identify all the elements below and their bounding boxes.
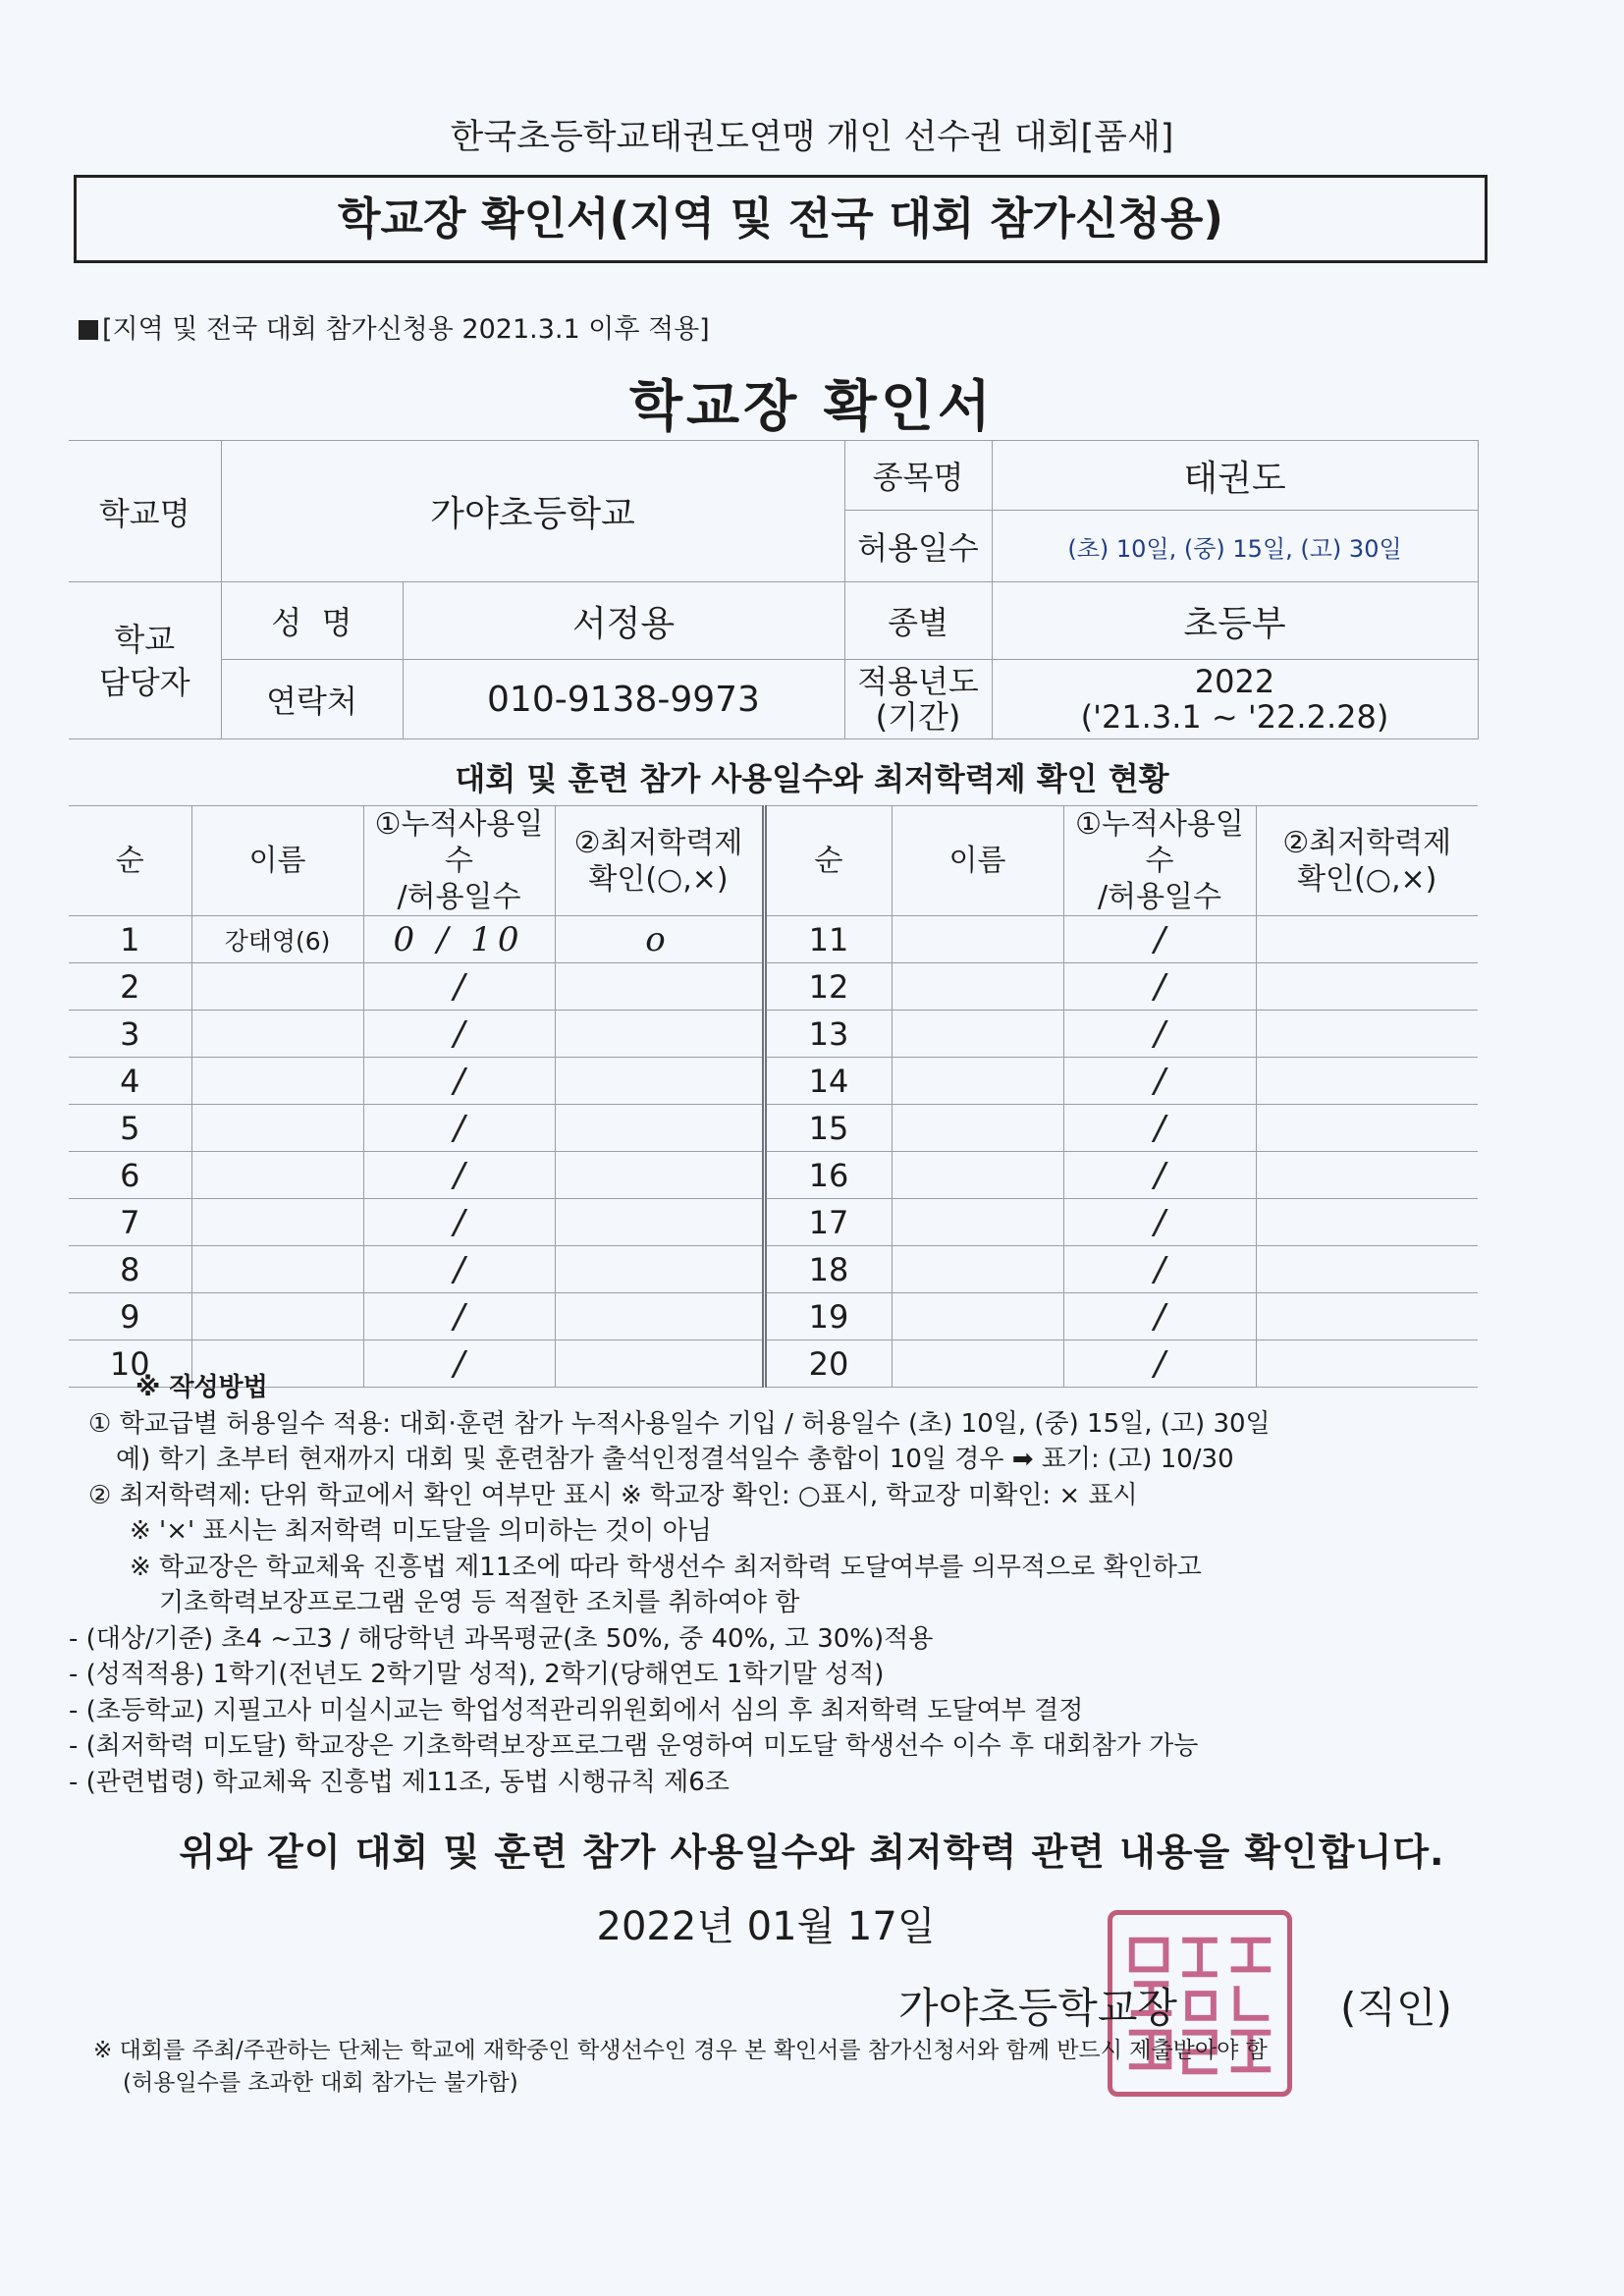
row-no-2: 12 xyxy=(764,963,892,1011)
col-name-2: 이름 xyxy=(892,806,1063,916)
row-days: / xyxy=(363,1058,555,1105)
note-2: ② 최저학력제: 단위 학교에서 확인 여부만 표시 ※ 학교장 확인: ○표시, 학교장 미확인: × 표시 xyxy=(88,1480,1138,1510)
col-days: ①누적사용일수 /허용일수 xyxy=(363,806,555,916)
row-name xyxy=(191,1199,363,1246)
table-row xyxy=(69,1058,1478,1105)
row-days: / xyxy=(363,1340,555,1388)
row-name xyxy=(191,1293,363,1340)
category-value: 초등부 xyxy=(992,582,1478,660)
col-no: 순 xyxy=(69,806,191,916)
row-days-2: / xyxy=(1063,916,1256,963)
period-value: ('21.3.1 ~ '22.2.28) xyxy=(1080,698,1389,736)
row-no: 7 xyxy=(69,1199,191,1246)
row-no-2: 18 xyxy=(764,1246,892,1293)
row-name-2 xyxy=(892,1246,1063,1293)
col-check: ②최저학력제 확인(○,×) xyxy=(555,806,764,916)
row-no-2: 20 xyxy=(764,1340,892,1388)
row-no: 1 xyxy=(69,916,191,963)
row-check xyxy=(555,1011,764,1058)
row-days-2: / xyxy=(1063,1246,1256,1293)
row-check-2 xyxy=(1256,1152,1478,1199)
row-days-2: / xyxy=(1063,963,1256,1011)
row-no: 8 xyxy=(69,1246,191,1293)
row-no-2: 15 xyxy=(764,1105,892,1152)
row-check-2 xyxy=(1256,963,1478,1011)
allowed-days-label: 허용일수 xyxy=(844,511,992,582)
row-check xyxy=(555,963,764,1011)
row-name-2 xyxy=(892,1152,1063,1199)
row-days: / xyxy=(363,1246,555,1293)
row-no-2: 14 xyxy=(764,1058,892,1105)
detail-1: - (대상/기준) 초4 ~고3 / 해당학년 과목평균(초 50%, 중 40%, 고 30%)적용 xyxy=(69,1623,934,1654)
row-name-2 xyxy=(892,916,1063,963)
confirmation-statement: 위와 같이 대회 및 훈련 참가 사용일수와 최저학력 관련 내용을 확인합니다. xyxy=(179,1831,1445,1874)
row-name xyxy=(191,1058,363,1105)
row-days: / xyxy=(363,1199,555,1246)
table-row xyxy=(69,916,1478,963)
row-days: / xyxy=(363,1152,555,1199)
row-days-2: / xyxy=(1063,1058,1256,1105)
row-check-2 xyxy=(1256,1199,1478,1246)
row-check xyxy=(555,1058,764,1105)
row-days: 0 / 10 xyxy=(363,916,555,963)
row-no: 9 xyxy=(69,1293,191,1340)
row-name: 강태영(6) xyxy=(191,916,363,963)
notes-heading: ※ 작성방법 xyxy=(135,1373,268,1402)
instructions xyxy=(69,1370,1561,1800)
allowed-days-value: (초) 10일, (중) 15일, (고) 30일 xyxy=(992,511,1478,582)
table-row xyxy=(69,1246,1478,1293)
status-heading: 대회 및 훈련 참가 사용일수와 최저학력제 확인 현황 xyxy=(455,760,1169,797)
event-value: 태권도 xyxy=(992,441,1478,511)
footer-line-2: (허용일수를 초과한 대회 참가는 불가함) xyxy=(123,2070,518,2096)
detail-3: - (초등학교) 지필고사 미실시교는 학업성적관리위원회에서 심의 후 최저학력 도달여부 결정 xyxy=(69,1695,1084,1725)
detail-5: - (관련법령) 학교체육 진흥법 제11조, 동법 시행규칙 제6조 xyxy=(69,1767,730,1797)
row-no: 2 xyxy=(69,963,191,1011)
form-title-box: 학교장 확인서(지역 및 전국 대회 참가신청용) xyxy=(74,175,1488,263)
row-no-2: 16 xyxy=(764,1152,892,1199)
row-check-2 xyxy=(1256,1011,1478,1058)
row-name-2 xyxy=(892,963,1063,1011)
name-value: 서정용 xyxy=(403,582,844,660)
row-name-2 xyxy=(892,1011,1063,1058)
row-days: / xyxy=(363,1011,555,1058)
supertitle: 한국초등학교태권도연맹 개인 선수권 대회[품새] xyxy=(450,118,1174,157)
table-row xyxy=(69,1152,1478,1199)
row-check-2 xyxy=(1256,1058,1478,1105)
detail-4: - (최저학력 미도달) 학교장은 기초학력보장프로그램 운영하여 미도달 학생선수 이수 후 대회참가 가능 xyxy=(69,1731,1199,1761)
table-row xyxy=(69,1011,1478,1058)
note-2-c: 기초학력보장프로그램 운영 등 적절한 조치를 취하여야 함 xyxy=(159,1588,800,1617)
principal-title: 가야초등학교장 xyxy=(898,1984,1178,2032)
seal-label: (직인) xyxy=(1340,1984,1452,2032)
school-info-table xyxy=(69,440,1479,739)
footer-line-1: ※ 대회를 주최/주관하는 단체는 학교에 재학중인 학생선수인 경우 본 확인서를 참가신청서와 함께 반드시 제출받아야 함 xyxy=(93,2038,1268,2063)
row-no: 3 xyxy=(69,1011,191,1058)
row-name-2 xyxy=(892,1058,1063,1105)
school-value: 가야초등학교 xyxy=(221,441,844,582)
status-rows xyxy=(69,916,1478,1388)
row-name-2 xyxy=(892,1105,1063,1152)
row-no-2: 13 xyxy=(764,1011,892,1058)
contact-label: 연락처 xyxy=(221,660,403,739)
row-name xyxy=(191,1105,363,1152)
row-check xyxy=(555,1152,764,1199)
col-name: 이름 xyxy=(191,806,363,916)
row-no-2: 19 xyxy=(764,1293,892,1340)
year-cell xyxy=(992,660,1478,739)
footer-note xyxy=(93,2035,1268,2100)
row-days-2: / xyxy=(1063,1152,1256,1199)
row-days-2: / xyxy=(1063,1340,1256,1388)
event-label: 종목명 xyxy=(844,441,992,511)
row-no-2: 11 xyxy=(764,916,892,963)
row-check xyxy=(555,1293,764,1340)
row-no: 4 xyxy=(69,1058,191,1105)
row-name xyxy=(191,963,363,1011)
note-2-b: ※ 학교장은 학교체육 진흥법 제11조에 따라 학생선수 최저학력 도달여부를 의무적으로 확인하고 xyxy=(130,1552,1202,1582)
staff-label: 학교 담당자 xyxy=(69,582,221,739)
row-no: 6 xyxy=(69,1152,191,1199)
row-check-2 xyxy=(1256,1246,1478,1293)
col-days-2: ①누적사용일수 /허용일수 xyxy=(1063,806,1256,916)
contact-value: 010-9138-9973 xyxy=(403,660,844,739)
note-1: ① 학교급별 허용일수 적용: 대회·훈련 참가 누적사용일수 기입 / 허용일수 (초) 10일, (중) 15일, (고) 30일 xyxy=(88,1408,1271,1439)
row-name-2 xyxy=(892,1293,1063,1340)
applies-note xyxy=(79,307,710,346)
col-check-2: ②최저학력제 확인(○,×) xyxy=(1256,806,1478,916)
row-name xyxy=(191,1152,363,1199)
row-check xyxy=(555,1105,764,1152)
row-days-2: / xyxy=(1063,1293,1256,1340)
detail-2: - (성적적용) 1학기(전년도 2학기말 성적), 2학기(당해연도 1학기말 성적) xyxy=(69,1660,885,1689)
table-row xyxy=(69,963,1478,1011)
row-days: / xyxy=(363,963,555,1011)
row-days-2: / xyxy=(1063,1105,1256,1152)
year-value: 2022 xyxy=(1194,663,1275,700)
note-2-a: ※ '×' 표시는 최저학력 미도달을 의미하는 것이 아님 xyxy=(130,1516,712,1546)
participation-status-table xyxy=(69,805,1478,1388)
row-name xyxy=(191,1011,363,1058)
row-name-2 xyxy=(892,1199,1063,1246)
col-no-2: 순 xyxy=(764,806,892,916)
square-bullet-icon xyxy=(79,320,98,340)
name-label: 성 명 xyxy=(221,582,403,660)
issue-date: 2022년 01월 17일 xyxy=(596,1904,936,1949)
applies-note-text: [지역 및 전국 대회 참가신청용 2021.3.1 이후 적용] xyxy=(102,314,710,345)
row-days-2: / xyxy=(1063,1199,1256,1246)
row-days: / xyxy=(363,1293,555,1340)
category-label: 종별 xyxy=(844,582,992,660)
row-check-2 xyxy=(1256,1105,1478,1152)
school-label: 학교명 xyxy=(69,441,221,582)
table-row xyxy=(69,1293,1478,1340)
row-check xyxy=(555,1246,764,1293)
row-check-2 xyxy=(1256,916,1478,963)
row-check xyxy=(555,1199,764,1246)
note-1-example: 예) 학기 초부터 현재까지 대회 및 훈련참가 출석인정결석일수 총합이 10일 경우 ➡ 표기: (고) 10/30 xyxy=(116,1445,1234,1474)
document-title: 학교장 확인서 xyxy=(628,375,996,439)
row-no-2: 17 xyxy=(764,1199,892,1246)
row-days: / xyxy=(363,1105,555,1152)
table-row xyxy=(69,1105,1478,1152)
year-label: 적용년도 (기간) xyxy=(844,660,992,739)
row-check: o xyxy=(555,916,764,963)
row-days-2: / xyxy=(1063,1011,1256,1058)
row-no: 5 xyxy=(69,1105,191,1152)
row-no: 10 xyxy=(69,1340,191,1388)
row-name xyxy=(191,1246,363,1293)
table-row xyxy=(69,1199,1478,1246)
row-check-2 xyxy=(1256,1293,1478,1340)
